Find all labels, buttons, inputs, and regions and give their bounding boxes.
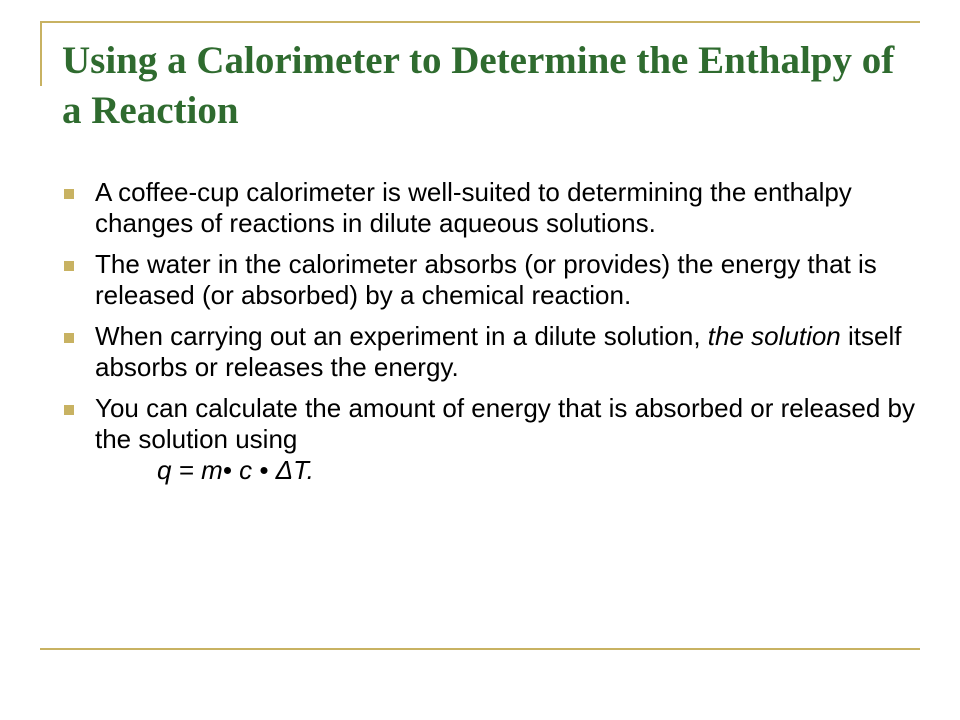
left-rule (40, 21, 42, 86)
bullet-text: The water in the calorimeter absorbs (or provides) the energy that is released (or absorbed) by a chemical reaction. (95, 249, 877, 310)
bottom-rule (40, 648, 920, 650)
bullet-item (64, 321, 924, 383)
bullet-item (64, 177, 924, 239)
heat-formula: q = m• c • ΔT. (157, 455, 314, 485)
bullet-item (64, 393, 924, 486)
bullet-text: You can calculate the amount of energy that is absorbed or released by the solution using (95, 393, 916, 454)
bullet-list (64, 177, 924, 496)
bullet-text-emphasis: the solution (707, 321, 841, 351)
bullet-text-pre: When carrying out an experiment in a dilute solution, (95, 321, 708, 351)
square-bullet-icon (64, 261, 74, 271)
bullet-text-post: itself absorbs or releases the energy. (95, 321, 902, 382)
top-rule (40, 21, 920, 23)
slide-title: Using a Calorimeter to Determine the Enthalpy of a Reaction (62, 39, 895, 132)
bullet-text: A coffee-cup calorimeter is well-suited to determining the enthalpy changes of reactions in dilute aqueous solutions. (95, 177, 852, 238)
square-bullet-icon (64, 333, 74, 343)
square-bullet-icon (64, 405, 74, 415)
bullet-item (64, 249, 924, 311)
square-bullet-icon (64, 189, 74, 199)
